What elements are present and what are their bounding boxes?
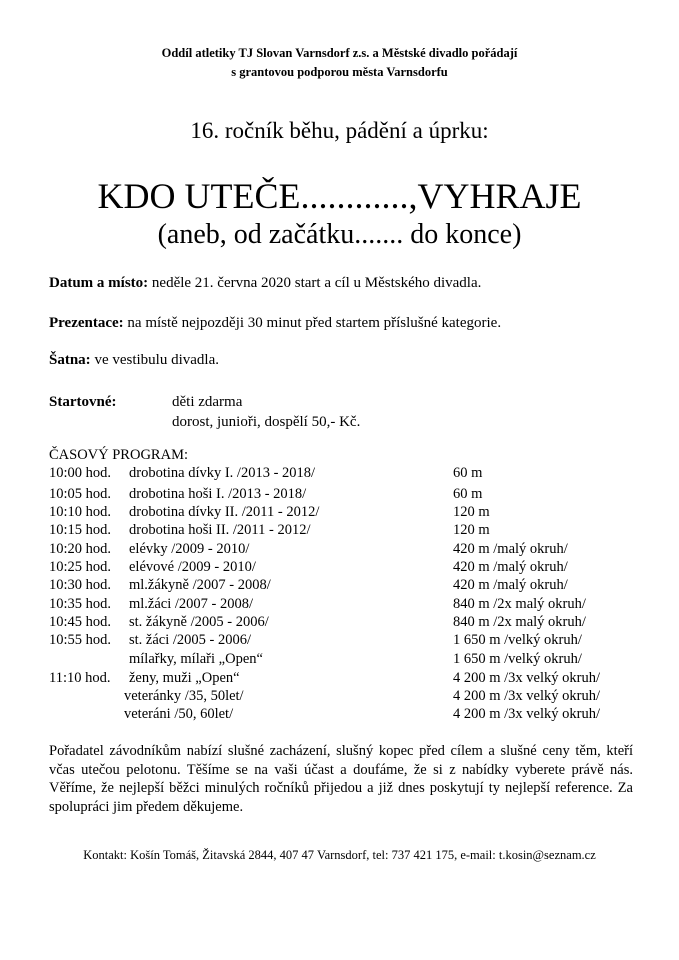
row-category: st. žáci /2005 - 2006/ [129, 632, 252, 648]
cloakroom-line [49, 350, 219, 370]
row-category: drobotina dívky II. /2011 - 2012/ [129, 504, 320, 520]
row-category: elévové /2009 - 2010/ [129, 559, 256, 575]
program-heading: ČASOVÝ PROGRAM: [49, 447, 188, 463]
row-time: 10:00 hod. [49, 465, 112, 481]
row-distance: 60 m [453, 486, 483, 502]
organizer-line-1: Oddíl atletiky TJ Slovan Varnsdorf z.s. a Městské divadlo pořádají [161, 46, 518, 60]
row-time: 10:15 hod. [49, 522, 112, 538]
row-distance: 4 200 m /3x velký okruh/ [453, 706, 601, 722]
row-distance: 1 650 m /velký okruh/ [453, 651, 582, 667]
row-distance: 420 m /malý okruh/ [453, 559, 568, 575]
table-row [0, 503, 679, 521]
row-distance: 120 m [453, 522, 490, 538]
table-row [0, 521, 679, 539]
table-row [0, 540, 679, 558]
row-time: 10:05 hod. [49, 486, 112, 502]
entry-fee-adults: dorost, junioři, dospělí 50,- Kč. [172, 414, 361, 430]
row-time: 11:10 hod. [49, 670, 111, 686]
table-row [0, 613, 679, 631]
row-distance: 840 m /2x malý okruh/ [453, 614, 586, 630]
registration-line [49, 313, 501, 333]
row-category: ženy, muži „Open“ [129, 670, 240, 686]
table-row [0, 558, 679, 576]
row-distance: 840 m /2x malý okruh/ [453, 596, 586, 612]
closing-paragraph: Pořadatel závodníkům nabízí slušné zacházení, slušný kopec před cílem a slušné ceny těm, kteří včas utečou pelotonu. Těšíme se na vaši účast a doufáme, že si z nabídky vyberete právě nás. Věříme, že nejlepší běžci minulých ročníků přijedou a již dnes poskytují ty nejlepší reference. Za spolupráci jim předem děkujeme. [49, 743, 633, 815]
row-time: 10:20 hod. [49, 541, 112, 557]
entry-fee-label: Startovné: [49, 394, 117, 410]
row-distance: 120 m [453, 504, 490, 520]
registration-value: na místě nejpozději 30 minut před startem příslušné kategorie. [123, 315, 502, 331]
entry-fee-children: děti zdarma [172, 394, 243, 410]
table-row [0, 595, 679, 613]
row-category: st. žákyně /2005 - 2006/ [129, 614, 269, 630]
cloakroom-label: Šatna: [49, 352, 91, 368]
row-category: elévky /2009 - 2010/ [129, 541, 250, 557]
row-distance: 1 650 m /velký okruh/ [453, 632, 582, 648]
table-row [0, 705, 679, 723]
row-time: 10:10 hod. [49, 504, 112, 520]
date-place-value: neděle 21. června 2020 start a cíl u Městského divadla. [148, 275, 482, 291]
table-row [0, 687, 679, 705]
row-category: drobotina hoši II. /2011 - 2012/ [129, 522, 311, 538]
table-row [0, 464, 679, 482]
table-row [0, 669, 679, 687]
row-category: mílařky, mílaři „Open“ [129, 651, 263, 667]
organizer-header [0, 44, 679, 82]
row-category: ml.žáci /2007 - 2008/ [129, 596, 254, 612]
row-distance: 420 m /malý okruh/ [453, 577, 568, 593]
registration-label: Prezentace: [49, 315, 124, 331]
row-category: drobotina hoši I. /2013 - 2018/ [129, 486, 307, 502]
event-title: KDO UTEČE............,VYHRAJE [97, 176, 582, 216]
row-time: 10:35 hod. [49, 596, 112, 612]
row-distance: 60 m [453, 465, 483, 481]
row-time: 10:45 hod. [49, 614, 112, 630]
table-row [0, 650, 679, 668]
row-time: 10:30 hod. [49, 577, 112, 593]
row-time: 10:25 hod. [49, 559, 112, 575]
row-category: ml.žákyně /2007 - 2008/ [129, 577, 271, 593]
row-distance: 4 200 m /3x velký okruh/ [453, 688, 601, 704]
event-edition: 16. ročník běhu, pádění a úprku: [190, 118, 489, 143]
row-category: veteránky /35, 50let/ [124, 688, 244, 704]
date-place-line [49, 273, 481, 293]
table-row [0, 576, 679, 594]
event-subtitle: (aneb, od začátku....... do konce) [157, 219, 522, 250]
contact-line: Kontakt: Košín Tomáš, Žitavská 2844, 407 47 Varnsdorf, tel: 737 421 175, e-mail: t.kosin@seznam.cz [83, 848, 596, 862]
row-distance: 4 200 m /3x velký okruh/ [453, 670, 601, 686]
cloakroom-value: ve vestibulu divadla. [90, 352, 219, 368]
organizer-line-2: s grantovou podporou města Varnsdorfu [231, 65, 448, 79]
row-distance: 420 m /malý okruh/ [453, 541, 568, 557]
table-row [0, 631, 679, 649]
row-time: 10:55 hod. [49, 632, 112, 648]
row-category: veteráni /50, 60let/ [124, 706, 234, 722]
date-place-label: Datum a místo: [49, 275, 149, 291]
table-row [0, 485, 679, 503]
row-category: drobotina dívky I. /2013 - 2018/ [129, 465, 316, 481]
